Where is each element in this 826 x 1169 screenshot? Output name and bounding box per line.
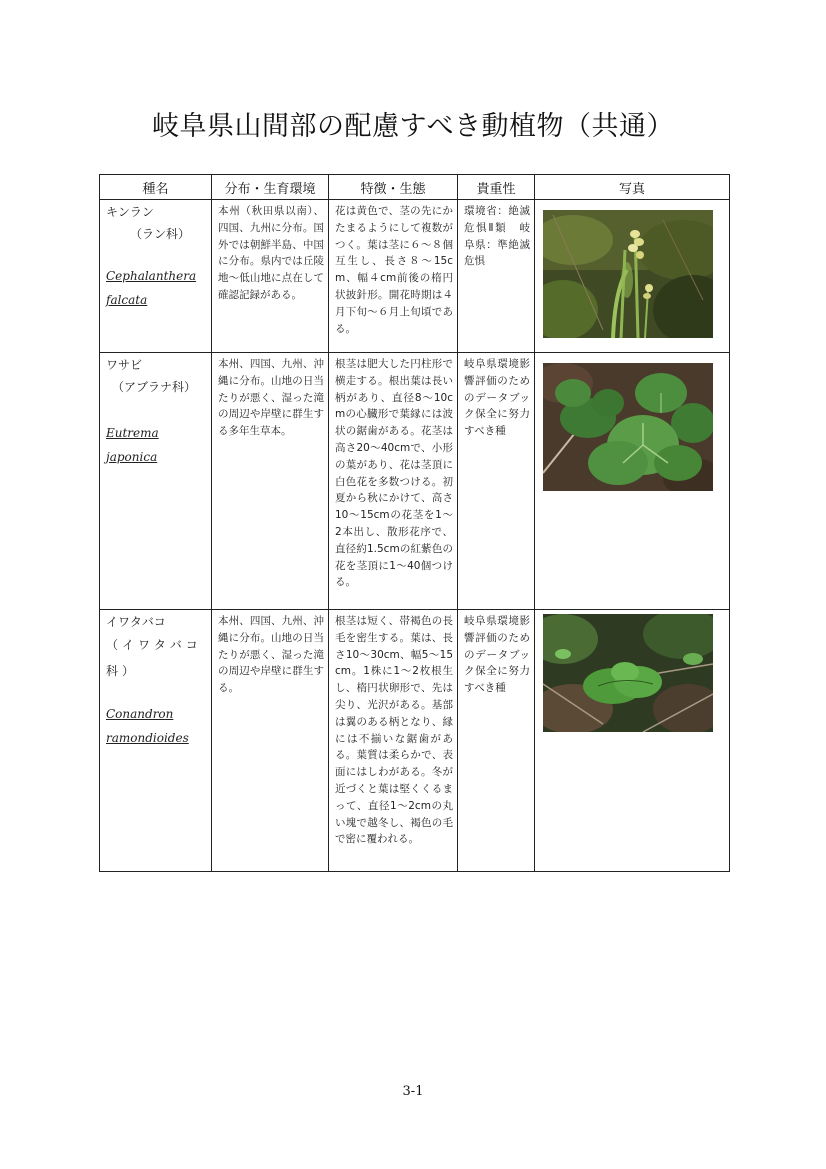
distribution-cell — [212, 610, 329, 872]
features-cell — [329, 353, 458, 610]
wasabi-photo — [543, 363, 713, 491]
species-jp-name: キンラン — [106, 205, 154, 219]
rarity-cell — [458, 353, 535, 610]
col-header-photo: 写真 — [535, 175, 730, 200]
table-row — [100, 610, 730, 872]
col-header-features: 特徴・生態 — [329, 175, 458, 200]
species-family: （ラン科） — [130, 227, 191, 241]
species-scientific-name — [106, 702, 207, 750]
iwatabako-photo — [543, 614, 713, 732]
kinran-photo — [543, 210, 713, 338]
sci-epithet: japonica — [106, 450, 158, 464]
rarity-text: 環境省：絶滅危惧Ⅱ類 岐阜県：準絶滅危惧 — [464, 205, 530, 268]
sci-epithet: ramondioides — [106, 731, 189, 745]
photo-cell — [535, 353, 730, 610]
species-name-cell — [100, 353, 212, 610]
species-jp-name: イワタバコ — [106, 615, 166, 629]
rarity-cell — [458, 610, 535, 872]
rarity-text: 岐阜県環境影響評価のためのデータブック保全に努力すべき種 — [464, 615, 530, 695]
species-scientific-name — [106, 264, 207, 312]
distribution-cell — [212, 200, 329, 353]
species-family: （アブラナ科） — [112, 380, 197, 394]
page-number: 3-1 — [402, 1084, 424, 1099]
species-scientific-name — [106, 421, 207, 469]
table-row — [100, 200, 730, 353]
features-cell — [329, 610, 458, 872]
page-title: 岐阜県山間部の配慮すべき動植物（共通） — [152, 111, 674, 142]
distribution-text: 本州、四国、九州、沖縄に分布。山地の日当たりが悪く、湿った滝の周辺や岸壁に群生する。 — [218, 615, 324, 695]
features-text: 根茎は肥大した円柱形で横走する。根出葉は長い柄があり、直径8～10cmの心臓形で葉縁には波状の鋸歯がある。花茎は高さ20～40cmで、小形の葉があり、花は茎頂に白色花を多数つける。初夏から秋にかけて、高さ10～15cmの花茎を1～2本出し、散形花序で、直径約1.5cmの紅紫色の花を茎頂に1～40個つける。 — [335, 358, 453, 589]
table-row — [100, 353, 730, 610]
col-header-species: 種名 — [100, 175, 212, 200]
photo-cell — [535, 200, 730, 353]
rarity-text: 岐阜県環境影響評価のためのデータブック保全に努力すべき種 — [464, 358, 530, 438]
table-header-row — [100, 175, 730, 200]
species-name-cell — [100, 200, 212, 353]
sci-epithet: falcata — [106, 293, 148, 307]
distribution-text: 本州（秋田県以南）、四国、九州に分布。国外では朝鮮半島、中国に分布。県内では丘陵地～低山地に点在して確認記録がある。 — [218, 205, 324, 301]
col-header-rarity: 貴重性 — [458, 175, 535, 200]
features-text: 花は黄色で、茎の先にかたまるようにして複数がつく。葉は茎に６～８個互生し、長さ８～15cm、幅４cm前後の楕円状披針形。開花時期は４月下旬～６月上旬頃である。 — [335, 205, 453, 335]
species-table — [99, 174, 730, 872]
distribution-cell — [212, 353, 329, 610]
features-text: 根茎は短く、帯褐色の長毛を密生する。葉は、長さ10～30cm、幅5～15cm。1株に1～2枚根生し、楕円状卵形で、先は尖り、光沢がある。基部は翼のある柄となり、縁には不揃いな鋸歯がある。葉質は柔らかで、表面にはしわがある。冬が近づくと葉は堅くくるまって、直径1～2cmの丸い塊で越冬し、褐色の毛で密に覆われる。 — [335, 615, 453, 846]
sci-genus: Eutrema — [106, 426, 159, 440]
rarity-cell — [458, 200, 535, 353]
sci-genus: Cephalanthera — [106, 269, 197, 283]
features-cell — [329, 200, 458, 353]
photo-cell — [535, 610, 730, 872]
sci-genus: Conandron — [106, 707, 174, 721]
species-jp-name: ワサビ — [106, 358, 143, 372]
species-family: （イワタバコ科） — [106, 638, 202, 678]
col-header-distribution: 分布・生育環境 — [212, 175, 329, 200]
distribution-text: 本州、四国、九州、沖縄に分布。山地の日当たりが悪く、湿った滝の周辺や岸壁に群生する多年生草本。 — [218, 358, 324, 438]
species-name-cell — [100, 610, 212, 872]
